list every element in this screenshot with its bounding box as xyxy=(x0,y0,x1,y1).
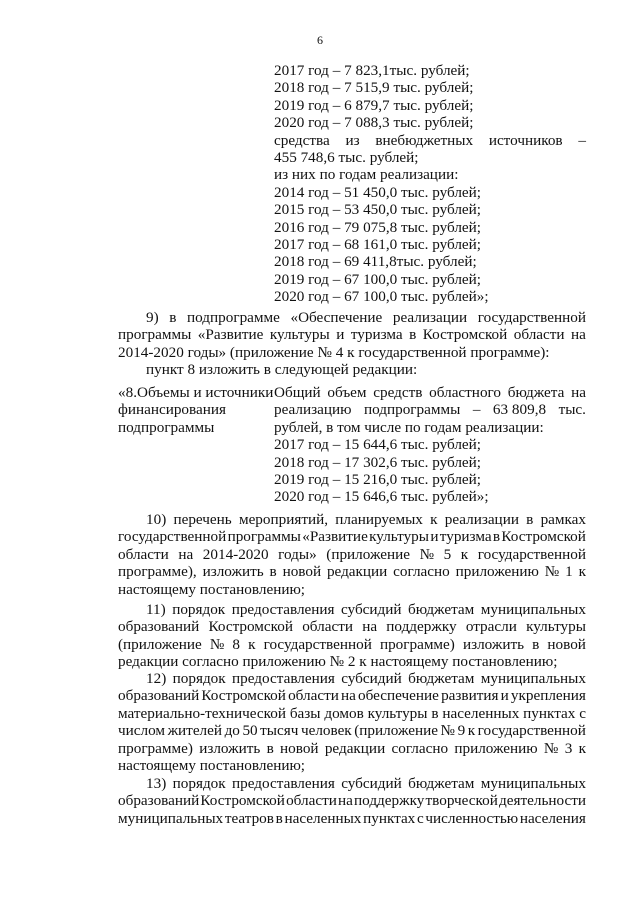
word: государственной xyxy=(477,722,586,740)
item-9 xyxy=(118,309,586,379)
word: Общий xyxy=(274,384,321,401)
word: на xyxy=(362,618,378,636)
page-number: 6 xyxy=(317,33,323,47)
word: 9 xyxy=(457,722,466,740)
word: (приложение xyxy=(326,545,410,563)
word: Костромской xyxy=(208,618,293,636)
word: 5 xyxy=(443,545,452,563)
word: изложить xyxy=(199,739,261,757)
word: муниципальных xyxy=(480,670,586,687)
funding-line: 2018 год – 69 411,8тыс. рублей; xyxy=(274,253,477,271)
funding-line: 2020 год – 67 100,0 тыс. рублей»; xyxy=(274,288,489,306)
word: 12) xyxy=(146,670,167,687)
word: средств xyxy=(373,384,423,401)
word: и xyxy=(500,687,509,705)
funding-line: 2019 год – 6 879,7 тыс. рублей; xyxy=(274,96,474,114)
paragraph-line xyxy=(118,740,586,757)
word: тыс. xyxy=(558,401,586,419)
word: области xyxy=(286,792,337,810)
word: на xyxy=(178,545,194,563)
word: материально-технической xyxy=(118,704,286,722)
word: новой xyxy=(280,739,319,757)
word: и xyxy=(430,528,439,546)
word: образований xyxy=(118,792,200,810)
word: в xyxy=(526,511,534,528)
word: области xyxy=(302,618,353,636)
word: 8 xyxy=(232,635,241,653)
paragraph-line xyxy=(118,326,586,343)
word: 10) xyxy=(146,511,167,528)
word: № xyxy=(543,739,559,757)
word: порядок xyxy=(172,775,226,792)
word: населенных xyxy=(442,704,520,722)
word: изложить xyxy=(462,635,525,653)
funding-line: 2017 год – 68 161,0 тыс. рублей; xyxy=(274,235,482,253)
word: областного xyxy=(429,384,501,401)
word: редакции xyxy=(326,563,388,581)
word: области xyxy=(118,545,169,563)
word: в xyxy=(492,528,501,546)
word: жителей xyxy=(167,722,223,740)
paragraph-line xyxy=(118,309,586,326)
word: «Развитие xyxy=(302,528,368,546)
paragraph-line xyxy=(118,775,586,792)
word: культуры xyxy=(269,326,330,344)
word: подпрограммы xyxy=(363,401,461,419)
word: субсидий xyxy=(341,775,402,792)
word: на xyxy=(571,384,586,401)
word: до xyxy=(224,722,240,740)
word: на xyxy=(338,792,353,810)
paragraph-line: настоящему постановлению; xyxy=(118,580,306,598)
word: 50 xyxy=(242,722,258,740)
table-label: подпрограммы xyxy=(118,418,215,436)
word: в xyxy=(431,704,439,722)
word: культуры xyxy=(526,618,586,636)
word: мероприятий, xyxy=(238,511,329,528)
word: с xyxy=(579,704,586,722)
paragraph-line xyxy=(118,670,586,687)
word: к xyxy=(578,739,586,757)
word: обеспечение xyxy=(358,687,439,705)
word: бюджетам xyxy=(408,670,475,687)
word: № xyxy=(209,635,225,653)
paragraph-line xyxy=(118,722,586,739)
word: программы xyxy=(227,528,301,546)
item-10 xyxy=(118,511,586,598)
paragraph-line xyxy=(118,601,586,618)
paragraph-line xyxy=(118,546,586,563)
word: муниципальных xyxy=(118,809,224,827)
funding-line: 2020 год – 7 088,3 тыс. рублей; xyxy=(274,114,474,132)
word: годы» xyxy=(278,545,317,563)
word: на xyxy=(341,687,356,705)
word: творческой xyxy=(425,792,498,810)
word: порядок xyxy=(172,670,226,687)
word: 9) xyxy=(146,309,159,326)
word: «Обеспечение xyxy=(290,309,383,326)
table-right-cell xyxy=(274,384,586,506)
word: государственной xyxy=(118,528,227,546)
extra-budget-total: 455 748,6 тыс. рублей; xyxy=(274,148,419,166)
word: субсидий xyxy=(341,670,402,687)
funding-line: 2015 год – 53 450,0 тыс. рублей; xyxy=(274,201,482,219)
word: поддержку xyxy=(354,792,425,810)
word: пунктах xyxy=(523,704,576,722)
word: согласно xyxy=(393,563,450,581)
funding-line: 2016 год – 79 075,8 тыс. рублей; xyxy=(274,218,482,236)
word: культуры xyxy=(369,528,429,546)
paragraph-line: настоящему постановлению; xyxy=(118,756,306,774)
word: № xyxy=(440,722,456,740)
word: к xyxy=(578,563,586,581)
word: подпрограмме xyxy=(187,309,280,326)
word: в xyxy=(275,809,283,827)
word: муниципальных xyxy=(480,775,586,792)
word: Костромской xyxy=(501,528,586,546)
word: тысяч xyxy=(260,722,299,740)
funding-line: 2017 год – 7 823,1тыс. рублей; xyxy=(274,62,470,79)
word: бюджетам xyxy=(408,775,475,792)
paragraph-line xyxy=(118,792,586,809)
funding-line: 2014 год – 51 450,0 тыс. рублей; xyxy=(274,183,482,201)
paragraph-line xyxy=(118,687,586,704)
word: театров xyxy=(224,809,274,827)
word: образований xyxy=(118,618,200,636)
word: (приложение xyxy=(354,722,438,740)
table-line xyxy=(274,401,586,418)
word: предоставления xyxy=(232,670,335,687)
paragraph-line xyxy=(118,511,586,528)
table-line xyxy=(274,384,586,401)
word: объем xyxy=(327,384,367,401)
word: к xyxy=(467,722,476,740)
word: «Развитие xyxy=(197,326,264,344)
word: государственной xyxy=(477,545,586,563)
word: планируемых xyxy=(335,511,423,528)
table-line: рублей, в том числе по годам реализации: xyxy=(274,418,544,436)
paragraph-line: пункт 8 изложить в следующей редакции: xyxy=(146,361,418,379)
table-label: финансирования xyxy=(118,401,226,419)
word: источников xyxy=(488,131,563,149)
item-11 xyxy=(118,601,586,671)
word: на xyxy=(571,326,586,344)
word: программы xyxy=(118,326,192,344)
item-12 xyxy=(118,670,586,774)
word: редакции xyxy=(324,739,386,757)
word: числом xyxy=(118,722,166,740)
word: к xyxy=(460,545,469,563)
word: программе), xyxy=(118,563,197,581)
word: в xyxy=(169,309,177,326)
word: программе) xyxy=(118,739,193,757)
paragraph-line xyxy=(118,810,586,827)
word: Костромской xyxy=(201,687,286,705)
word: образований xyxy=(118,687,200,705)
by-years-label: из них по годам реализации: xyxy=(274,166,459,184)
word: области xyxy=(513,326,565,344)
word: отрасли xyxy=(465,618,517,636)
word: Костромской xyxy=(200,792,285,810)
item-13 xyxy=(118,775,586,827)
word: № xyxy=(419,545,435,563)
word: в xyxy=(409,326,417,344)
word: внебюджетных xyxy=(375,131,474,149)
word: из xyxy=(345,131,360,149)
word: (приложение xyxy=(118,635,202,653)
word: культуры xyxy=(367,704,428,722)
word: новой xyxy=(547,635,586,653)
extra-budget-line xyxy=(274,132,586,149)
word: Костромской xyxy=(422,326,508,344)
table-left-cell xyxy=(118,384,274,436)
paragraph-line: 2014-2020 годы» (приложение № 4 к государственной программе): xyxy=(118,343,550,361)
word: поддержку xyxy=(386,618,457,636)
word: программе) xyxy=(379,635,455,653)
word: в xyxy=(266,739,274,757)
word: 1 xyxy=(565,563,573,581)
table-year-line: 2018 год – 17 302,6 тыс. рублей; xyxy=(274,453,482,471)
word: рамках xyxy=(540,511,586,528)
word: государственной xyxy=(477,309,586,326)
word: базы xyxy=(289,704,321,722)
word: в xyxy=(269,563,277,581)
word: туризма xyxy=(439,528,492,546)
word: с xyxy=(416,809,424,827)
word: – xyxy=(472,401,481,419)
paragraph-line xyxy=(118,705,586,722)
word: средства xyxy=(274,131,330,149)
table-year-line: 2019 год – 15 216,0 тыс. рублей; xyxy=(274,470,482,488)
word: бюджета xyxy=(507,384,565,401)
word: субсидий xyxy=(341,601,402,618)
funding-line: 2018 год – 7 515,9 тыс. рублей; xyxy=(274,79,474,97)
word: домов xyxy=(324,704,364,722)
word: к xyxy=(248,635,256,653)
word: государственной xyxy=(263,635,372,653)
paragraph-line xyxy=(118,528,586,545)
funding-line: 2019 год – 67 100,0 тыс. рублей; xyxy=(274,270,482,288)
word: реализации xyxy=(444,511,519,528)
word: и xyxy=(336,326,345,344)
paragraph-line xyxy=(118,618,586,635)
word: к xyxy=(430,511,438,528)
word: человек xyxy=(300,722,352,740)
word: развития xyxy=(441,687,499,705)
funding-block xyxy=(274,62,586,305)
word: предоставления xyxy=(231,601,335,618)
word: порядок xyxy=(172,601,226,618)
table-label: «8.Объемы и источники xyxy=(118,384,274,401)
word: численностью xyxy=(425,809,519,827)
word: деятельности xyxy=(499,792,586,810)
word: перечень xyxy=(173,511,232,528)
word: 13) xyxy=(146,775,167,792)
word: согласно xyxy=(391,739,449,757)
word: реализации xyxy=(392,309,468,326)
word: изложить xyxy=(202,563,264,581)
table-year-line: 2020 год – 15 646,6 тыс. рублей»; xyxy=(274,488,489,506)
word: – xyxy=(578,131,586,149)
word: приложению xyxy=(454,739,538,757)
word: 3 xyxy=(564,739,573,757)
paragraph-line: редакции согласно приложению № 2 к настоящему постановлению; xyxy=(118,653,558,671)
word: приложению xyxy=(455,563,539,581)
word: муниципальных xyxy=(480,601,586,618)
word: реализацию xyxy=(274,401,352,419)
table-year-line: 2017 год – 15 644,6 тыс. рублей; xyxy=(274,436,482,454)
word: бюджетам xyxy=(408,601,475,618)
word: в xyxy=(532,635,540,653)
word: предоставления xyxy=(232,775,335,792)
paragraph-line xyxy=(118,563,586,580)
word: укрепления xyxy=(510,687,586,705)
word: 2014-2020 xyxy=(202,545,269,563)
word: № xyxy=(544,563,560,581)
word: пунктах xyxy=(363,809,416,827)
word: населенных xyxy=(284,809,362,827)
paragraph-line xyxy=(118,636,586,653)
word: 63 809,8 xyxy=(492,401,547,419)
word: туризма xyxy=(350,326,403,344)
word: 11) xyxy=(146,601,166,618)
word: области xyxy=(288,687,339,705)
word: новой xyxy=(282,563,322,581)
word: населения xyxy=(519,809,586,827)
